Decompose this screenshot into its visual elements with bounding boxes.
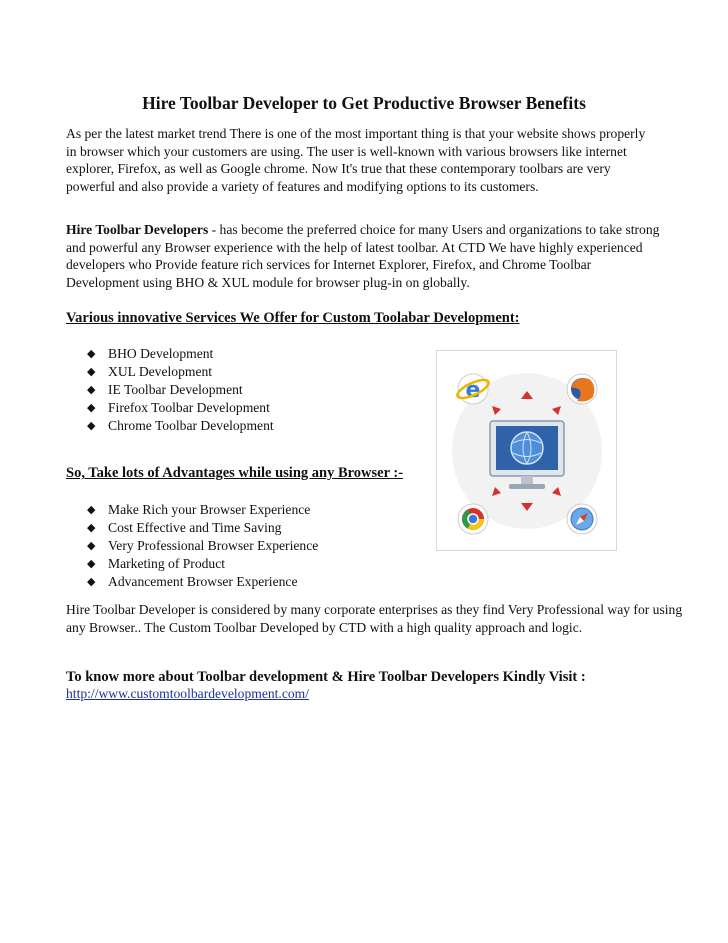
services-heading: Various innovative Services We Offer for Custom Toolabar Development: — [66, 310, 520, 326]
svg-text:e: e — [465, 378, 481, 403]
advantages-heading: So, Take lots of Advantages while using any Browser :- — [66, 465, 404, 481]
monitor-neck — [521, 476, 533, 484]
diamond-bullet-icon: ◆ — [87, 348, 96, 360]
diamond-bullet-icon: ◆ — [87, 402, 96, 414]
list-item: ◆ Marketing of Product — [87, 556, 226, 571]
diamond-bullet-icon: ◆ — [87, 558, 96, 570]
diamond-bullet-icon: ◆ — [87, 522, 96, 534]
advantages-list — [66, 501, 318, 591]
list-item: ◆ Make Rich your Browser Experience — [87, 502, 311, 517]
website-link[interactable]: http://www.customtoolbardevelopment.com/ — [66, 686, 310, 701]
firefox-logo-icon — [567, 374, 597, 404]
developers-lead: Hire Toolbar Developers — [66, 222, 209, 237]
browser-illustration — [436, 350, 617, 551]
diamond-bullet-icon: ◆ — [87, 384, 96, 396]
intro-paragraph: As per the latest market trend There is one of the most important thing is that your website shows properly in browser which your customers are using. The user is well-known with various browsers like internet explorer, Firefox, as well as Google chrome. Now It's true that these contemporary toolbars are very powerful and also provide a variety of features and modifying options to its customers. — [66, 126, 646, 194]
list-item: ◆ BHO Development — [87, 346, 214, 361]
conclusion-paragraph: Hire Toolbar Developer is considered by many corporate enterprises as they find Very Professional way for using any Browser.. The Custom Toolbar Developed by CTD with a high quality approach and logic. — [66, 602, 683, 635]
diamond-bullet-icon: ◆ — [87, 420, 96, 432]
browser-diagram — [437, 351, 616, 550]
visit-callout: To know more about Toolbar development & Hire Toolbar Developers Kindly Visit : — [66, 669, 586, 685]
developers-paragraph — [66, 221, 666, 291]
services-list — [66, 345, 274, 435]
list-item: ◆ IE Toolbar Development — [87, 382, 243, 397]
diamond-bullet-icon: ◆ — [87, 540, 96, 552]
developers-text: - has become the preferred choice for many Users and organizations to take strong and powerful any Browser experience with the help of latest toolbar. At CTD We have highly experienced developers who Provide feature rich services for Internet Explorer, Firefox, and Chrome Toolbar Development using BHO & XUL module for browser plug-in on globally. — [66, 222, 660, 290]
list-item: ◆ Advancement Browser Experience — [87, 574, 298, 589]
safari-logo-icon — [567, 504, 597, 534]
list-item: ◆ Firefox Toolbar Development — [87, 400, 270, 415]
list-item: ◆ Cost Effective and Time Saving — [87, 520, 282, 535]
list-item: ◆ XUL Development — [87, 364, 213, 379]
diamond-bullet-icon: ◆ — [87, 366, 96, 378]
diamond-bullet-icon: ◆ — [87, 504, 96, 516]
page-title: Hire Toolbar Developer to Get Productive Browser Benefits — [142, 93, 586, 113]
diamond-bullet-icon: ◆ — [87, 576, 96, 588]
monitor-base — [509, 484, 545, 489]
list-item: ◆ Chrome Toolbar Development — [87, 418, 274, 433]
list-item: ◆ Very Professional Browser Experience — [87, 538, 319, 553]
globe-icon — [511, 432, 543, 464]
chrome-logo-icon — [458, 504, 488, 534]
